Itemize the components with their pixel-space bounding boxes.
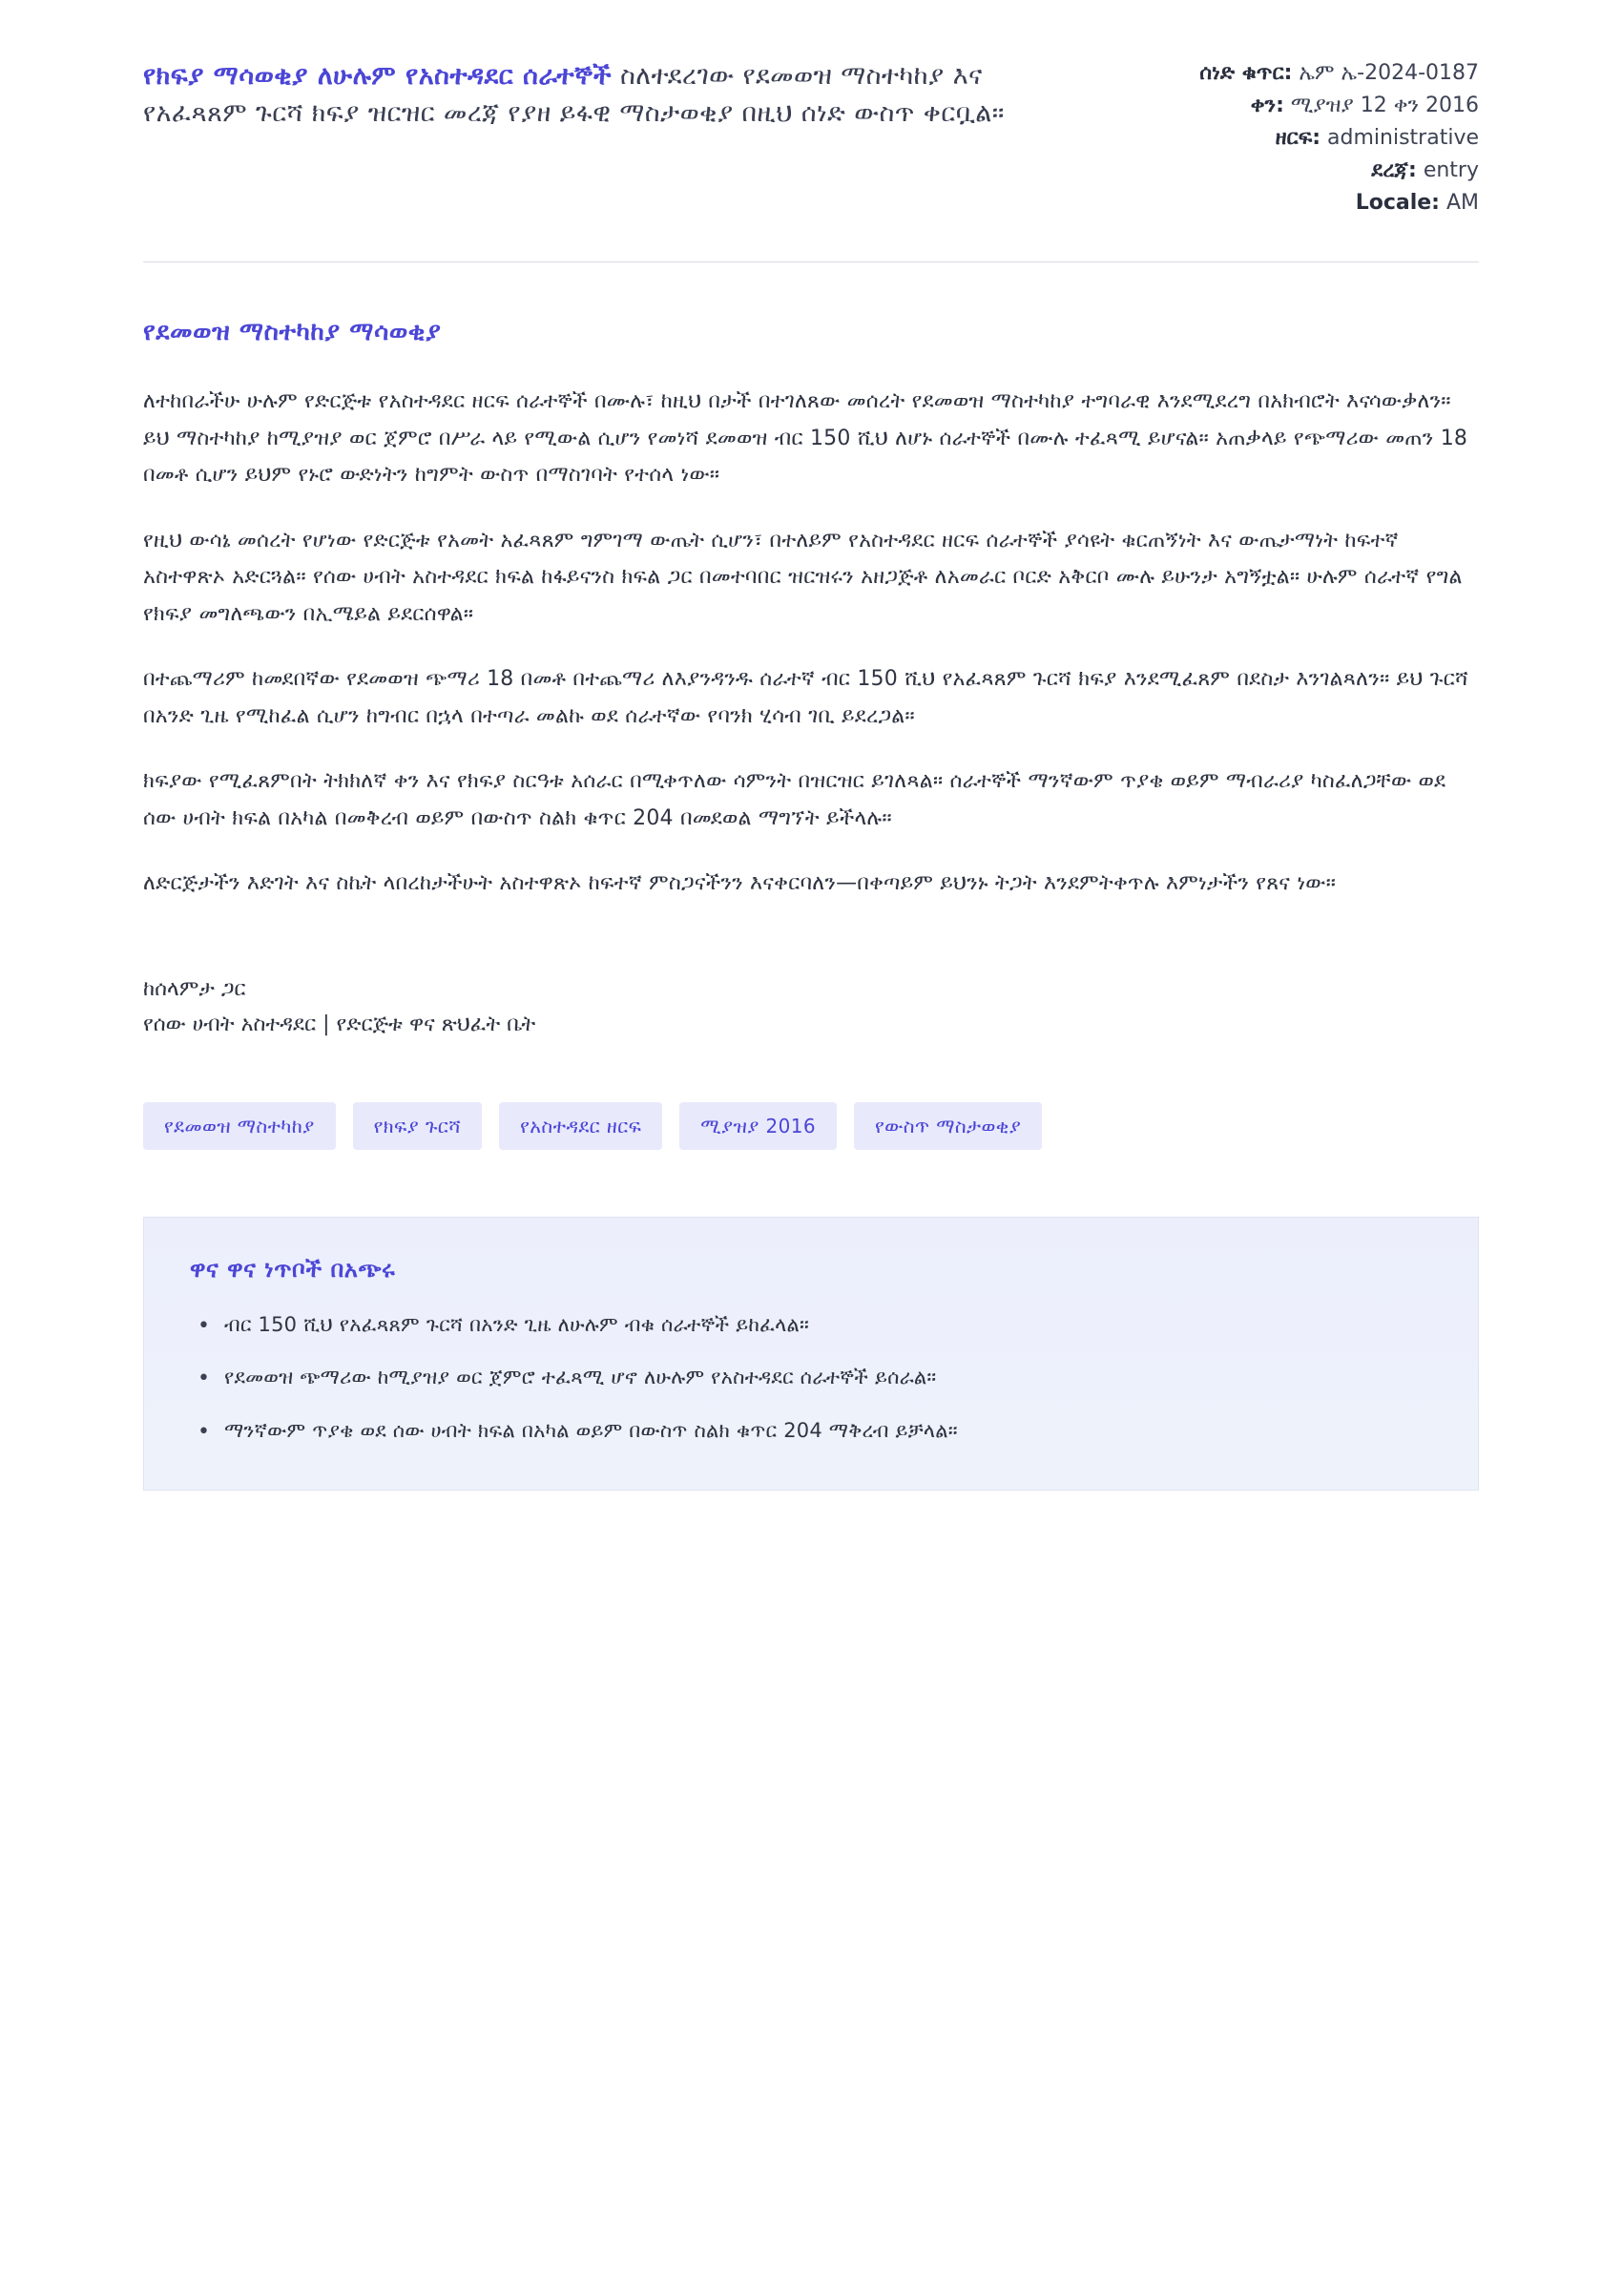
meta-key: ደረጃ: bbox=[1371, 158, 1417, 183]
tag-item[interactable]: የውስጥ ማስታወቂያ bbox=[854, 1102, 1042, 1150]
meta-value: entry bbox=[1423, 158, 1479, 183]
signature-role: የሰው ሀብት አስተዳደር | የድርጅቱ ዋና ጽህፈት ቤት bbox=[143, 1012, 536, 1037]
document-body bbox=[143, 318, 1479, 1042]
document-title-rest: ስለተደረገው የደመወዝ ማስተካከያ እና የአፈጻጸም ጉርሻ ክፍያ ዝርዝር መረጃ የያዘ ይፋዊ ማስታወቂያ በዚህ ሰነድ ውስጥ ቀርቧል። bbox=[143, 61, 1005, 129]
callout-list bbox=[190, 1309, 1432, 1448]
callout-list-item: • ብር 150 ሺህ የአፈጻጸም ጉርሻ በአንድ ጊዜ ለሁሉም ብቁ ሰራተኞች ይከፈላል። bbox=[224, 1309, 1432, 1342]
meta-row-document-number bbox=[1199, 57, 1479, 90]
section-heading: የደመወዝ ማስተካከያ ማሳወቂያ bbox=[143, 318, 442, 347]
body-paragraph: ለተከበራችሁ ሁሉም የድርጅቱ የአስተዳደር ዘርፍ ሰራተኞች በሙሉ፣ ከዚህ በታች በተገለጸው መሰረት የደመወዝ ማስተካከያ ተግባራዊ እንደሚደረግ በአክብሮት እናሳውቃለን። ይህ ማስተካከያ ከሚያዝያ ወር ጀምሮ በሥራ ላይ የሚውል ሲሆን የመነሻ ደመወዝ ብር 150 ሺህ ለሆኑ ሰራተኞች በሙሉ ተፈጻሚ ይሆናል። አጠቃላይ የጭማሪው መጠን 18 በመቶ ሲሆን ይህም የኑሮ ውድነትን ከግምት ውስጥ በማስገባት የተሰላ ነው። bbox=[143, 389, 1468, 488]
meta-key: ሰነድ ቁጥር: bbox=[1199, 61, 1293, 85]
body-paragraph: ለድርጅታችን እድገት እና ስኬት ላበረከታችሁት አስተዋጽኦ ከፍተኛ ምስጋናችንን እናቀርባለን—በቀጣይም ይህንኑ ትጋት እንደምትቀጥሉ እምነታችን የጸና ነው። bbox=[143, 871, 1337, 896]
meta-key: ቀን: bbox=[1250, 94, 1284, 118]
meta-row-sector bbox=[1199, 122, 1479, 155]
tag-item[interactable]: ሚያዝያ 2016 bbox=[679, 1102, 837, 1150]
body-paragraph: ክፍያው የሚፈጸምበት ትክክለኛ ቀን እና የክፍያ ስርዓቱ አሰራር በሚቀጥለው ሳምንት በዝርዝር ይገለጻል። ሰራተኞች ማንኛውም ጥያቄ ወይም ማብራሪያ ካስፈለጋቸው ወደ ሰው ሀብት ክፍል በአካል በመቅረብ ወይም በውስጥ ስልክ ቁጥር 204 በመደወል ማግኘት ይችላሉ። bbox=[143, 769, 1446, 830]
meta-key: Locale: bbox=[1355, 191, 1440, 216]
meta-value: ኤም ኤ-2024-0187 bbox=[1299, 61, 1479, 85]
meta-row-locale bbox=[1199, 187, 1479, 219]
meta-row-date bbox=[1199, 90, 1479, 122]
callout-list-item: • ማንኛውም ጥያቄ ወደ ሰው ሀብት ክፍል በአካል ወይም በውስጥ ስልክ ቁጥር 204 ማቅረብ ይቻላል። bbox=[224, 1415, 1432, 1448]
header-title-block bbox=[143, 57, 1078, 132]
header-meta-block bbox=[1199, 57, 1479, 219]
body-paragraph: የዚህ ውሳኔ መሰረት የሆነው የድርጅቱ የአመት አፈጻጸም ግምገማ ውጤት ሲሆን፣ በተለይም የአስተዳደር ዘርፍ ሰራተኞች ያሳዩት ቁርጠኝነት እና ውጤታማነት ከፍተኛ አስተዋጽኦ አድርጓል። የሰው ሀብት አስተዳደር ክፍል ከፋይናንስ ክፍል ጋር በመተባበር ዝርዝሩን አዘጋጅቶ ለአመራር ቦርድ አቅርቦ ሙሉ ይሁንታ አግኝቷል። ሁሉም ሰራተኛ የግል የክፍያ መግለጫውን በኢሜይል ይደርሰዋል። bbox=[143, 528, 1463, 626]
callout-list-item: • የደመወዝ ጭማሪው ከሚያዝያ ወር ጀምሮ ተፈጻሚ ሆኖ ለሁሉም የአስተዳደር ሰራተኞች ይሰራል። bbox=[224, 1362, 1432, 1394]
meta-value: administrative bbox=[1327, 126, 1479, 151]
tag-list bbox=[143, 1102, 1479, 1150]
meta-row-level bbox=[1199, 155, 1479, 187]
summary-callout bbox=[143, 1217, 1479, 1491]
document-title-strong: የክፍያ ማሳወቂያ ለሁሉም የአስተዳደር ሰራተኞች bbox=[143, 61, 613, 91]
signature-block bbox=[143, 971, 1479, 1043]
tag-item[interactable]: የክፍያ ጉርሻ bbox=[353, 1102, 482, 1150]
signature-name: ከሰላምታ ጋር bbox=[143, 976, 246, 1001]
meta-key: ዘርፍ: bbox=[1275, 126, 1321, 151]
document-header bbox=[143, 57, 1479, 262]
tag-item[interactable]: የደመወዝ ማስተካከያ bbox=[143, 1102, 336, 1150]
tag-item[interactable]: የአስተዳደር ዘርፍ bbox=[499, 1102, 662, 1150]
document-title bbox=[143, 57, 1078, 132]
meta-value: ሚያዝያ 12 ቀን 2016 bbox=[1290, 94, 1479, 118]
callout-title: ዋና ዋና ነጥቦች በአጭሩ bbox=[190, 1255, 396, 1283]
meta-value: AM bbox=[1445, 191, 1479, 216]
body-paragraph: በተጨማሪም ከመደበኛው የደመወዝ ጭማሪ 18 በመቶ በተጨማሪ ለእያንዳንዱ ሰራተኛ ብር 150 ሺህ የአፈጻጸም ጉርሻ ክፍያ እንደሚፈጸም በደስታ እንገልጻለን። ይህ ጉርሻ በአንድ ጊዜ የሚከፈል ሲሆን ከግብር በኋላ በተጣራ መልኩ ወደ ሰራተኛው የባንክ ሂሳብ ገቢ ይደረጋል። bbox=[143, 667, 1468, 728]
